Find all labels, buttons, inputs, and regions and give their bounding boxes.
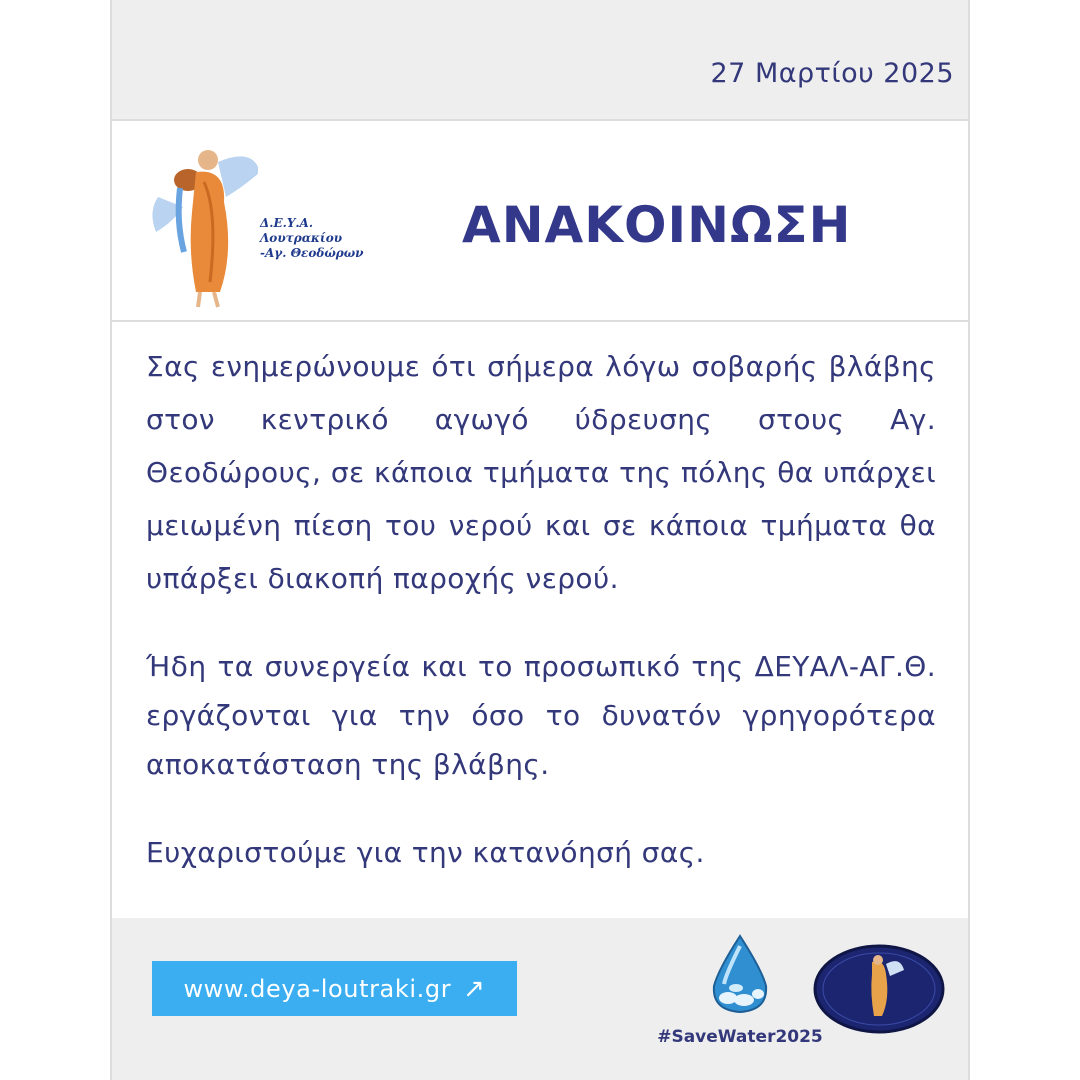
hashtag-label: #SaveWater2025	[657, 1027, 823, 1047]
body-paragraph-1: Σας ενημερώνουμε ότι σήμερα λόγω σοβαρής βλάβης στον κεντρικό αγωγό ύδρευσης στους Αγ. Θεοδώρους, σε κάποια τμήματα της πόλης θα υπάρχει μειωμένη πίεση του νερού και σε κάποια τμήματα θα υπάρξει διακοπή παροχής νερού.	[146, 350, 936, 595]
body-paragraph-2: Ήδη τα συνεργεία και το προσωπικό της ΔΕΥΑΛ-ΑΓ.Θ. εργάζονται για την όσο το δυνατόν γρηγορότερα αποκατάσταση της βλάβης.	[146, 650, 936, 781]
title-divider	[112, 320, 968, 322]
municipality-seal-icon	[812, 944, 946, 1034]
arrow-up-right-icon: ↗	[463, 973, 486, 1004]
page-title: ΑΝΑΚΟΙΝΩΣΗ	[462, 196, 852, 254]
water-drop-icon	[708, 934, 772, 1014]
website-link[interactable]	[152, 961, 517, 1016]
header-band	[112, 0, 968, 121]
footer-band	[112, 918, 968, 1080]
logo-caption: Δ.Ε.Υ.Α. Λουτρακίου -Αγ. Θεοδώρων	[260, 216, 364, 260]
announcement-date: 27 Μαρτίου 2025	[710, 58, 954, 89]
deya-logo-icon	[148, 142, 258, 312]
deya-logo	[148, 142, 368, 312]
body-paragraph-3: Ευχαριστούμε για την κατανόησή σας.	[146, 836, 705, 869]
announcement-card	[110, 0, 970, 1080]
website-link-label: www.deya-loutraki.gr	[183, 974, 452, 1003]
